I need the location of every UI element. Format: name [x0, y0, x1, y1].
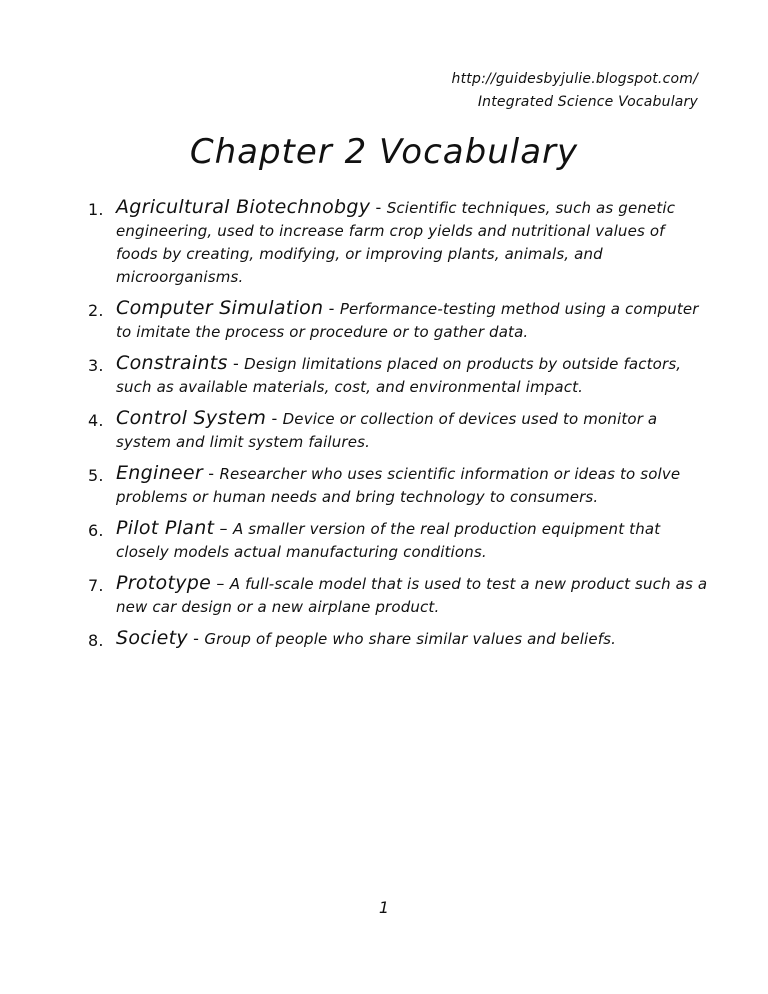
vocab-item — [88, 407, 708, 454]
vocab-item — [88, 297, 708, 344]
term-separator: - — [266, 409, 283, 428]
term-separator: - — [227, 354, 245, 373]
vocab-definition: Group of people who share similar values and beliefs. — [204, 630, 617, 648]
item-number: 6. — [88, 521, 104, 540]
vocab-item — [88, 352, 708, 399]
vocab-term: Control System — [116, 407, 267, 429]
item-number: 4. — [88, 411, 104, 430]
term-separator: - — [323, 299, 340, 318]
vocab-item — [88, 517, 708, 564]
document-subtitle: Integrated Science Vocabulary — [477, 94, 698, 110]
term-separator: - — [187, 629, 205, 648]
vocab-definition: A full-scale model that is used to test a new product such as a new car design or a new airplane product. — [116, 575, 708, 616]
term-separator: – — [211, 574, 230, 593]
vocab-definition: Performance-testing method using a computer to imitate the process or procedure or to gather data. — [116, 300, 699, 341]
item-number: 5. — [88, 466, 104, 485]
page-title: Chapter 2 Vocabulary — [189, 132, 579, 172]
page-number: 1 — [378, 898, 390, 917]
vocab-term: Agricultural Biotechnobgy — [116, 196, 371, 218]
item-number: 8. — [88, 631, 104, 650]
vocab-definition: Researcher who uses scientific information or ideas to solve problems or human needs and bring technology to consumers. — [116, 465, 681, 506]
item-number: 3. — [88, 356, 104, 375]
item-number: 1. — [88, 200, 104, 219]
vocab-item — [88, 627, 708, 651]
vocab-term: Computer Simulation — [116, 297, 324, 319]
vocab-item — [88, 462, 708, 509]
vocab-item — [88, 196, 708, 289]
vocab-term: Prototype — [116, 572, 212, 594]
vocab-definition: A smaller version of the real production equipment that closely models actual manufacturing conditions. — [116, 520, 661, 561]
term-separator: - — [203, 464, 220, 483]
vocabulary-list — [88, 196, 708, 659]
item-number: 7. — [88, 576, 104, 595]
term-separator: – — [214, 519, 233, 538]
vocab-definition: Device or collection of devices used to monitor a system and limit system failures. — [116, 410, 658, 451]
item-number: 2. — [88, 301, 104, 320]
vocab-definition: Design limitations placed on products by outside factors, such as available materials, cost, and environmental impact. — [116, 355, 682, 396]
source-url: http://guidesbyjulie.blogspot.com/ — [451, 71, 698, 87]
term-separator: - — [370, 198, 387, 217]
vocab-term: Pilot Plant — [116, 517, 215, 539]
vocab-term: Engineer — [116, 462, 204, 484]
vocab-item — [88, 572, 708, 619]
vocab-definition: Scientific techniques, such as genetic engineering, used to increase farm crop yields and nutritional values of foods by creating, modifying, or improving plants, animals, and microorganisms. — [116, 199, 676, 286]
vocab-term: Society — [116, 627, 188, 649]
header-meta — [452, 68, 698, 114]
vocab-term: Constraints — [116, 352, 228, 374]
